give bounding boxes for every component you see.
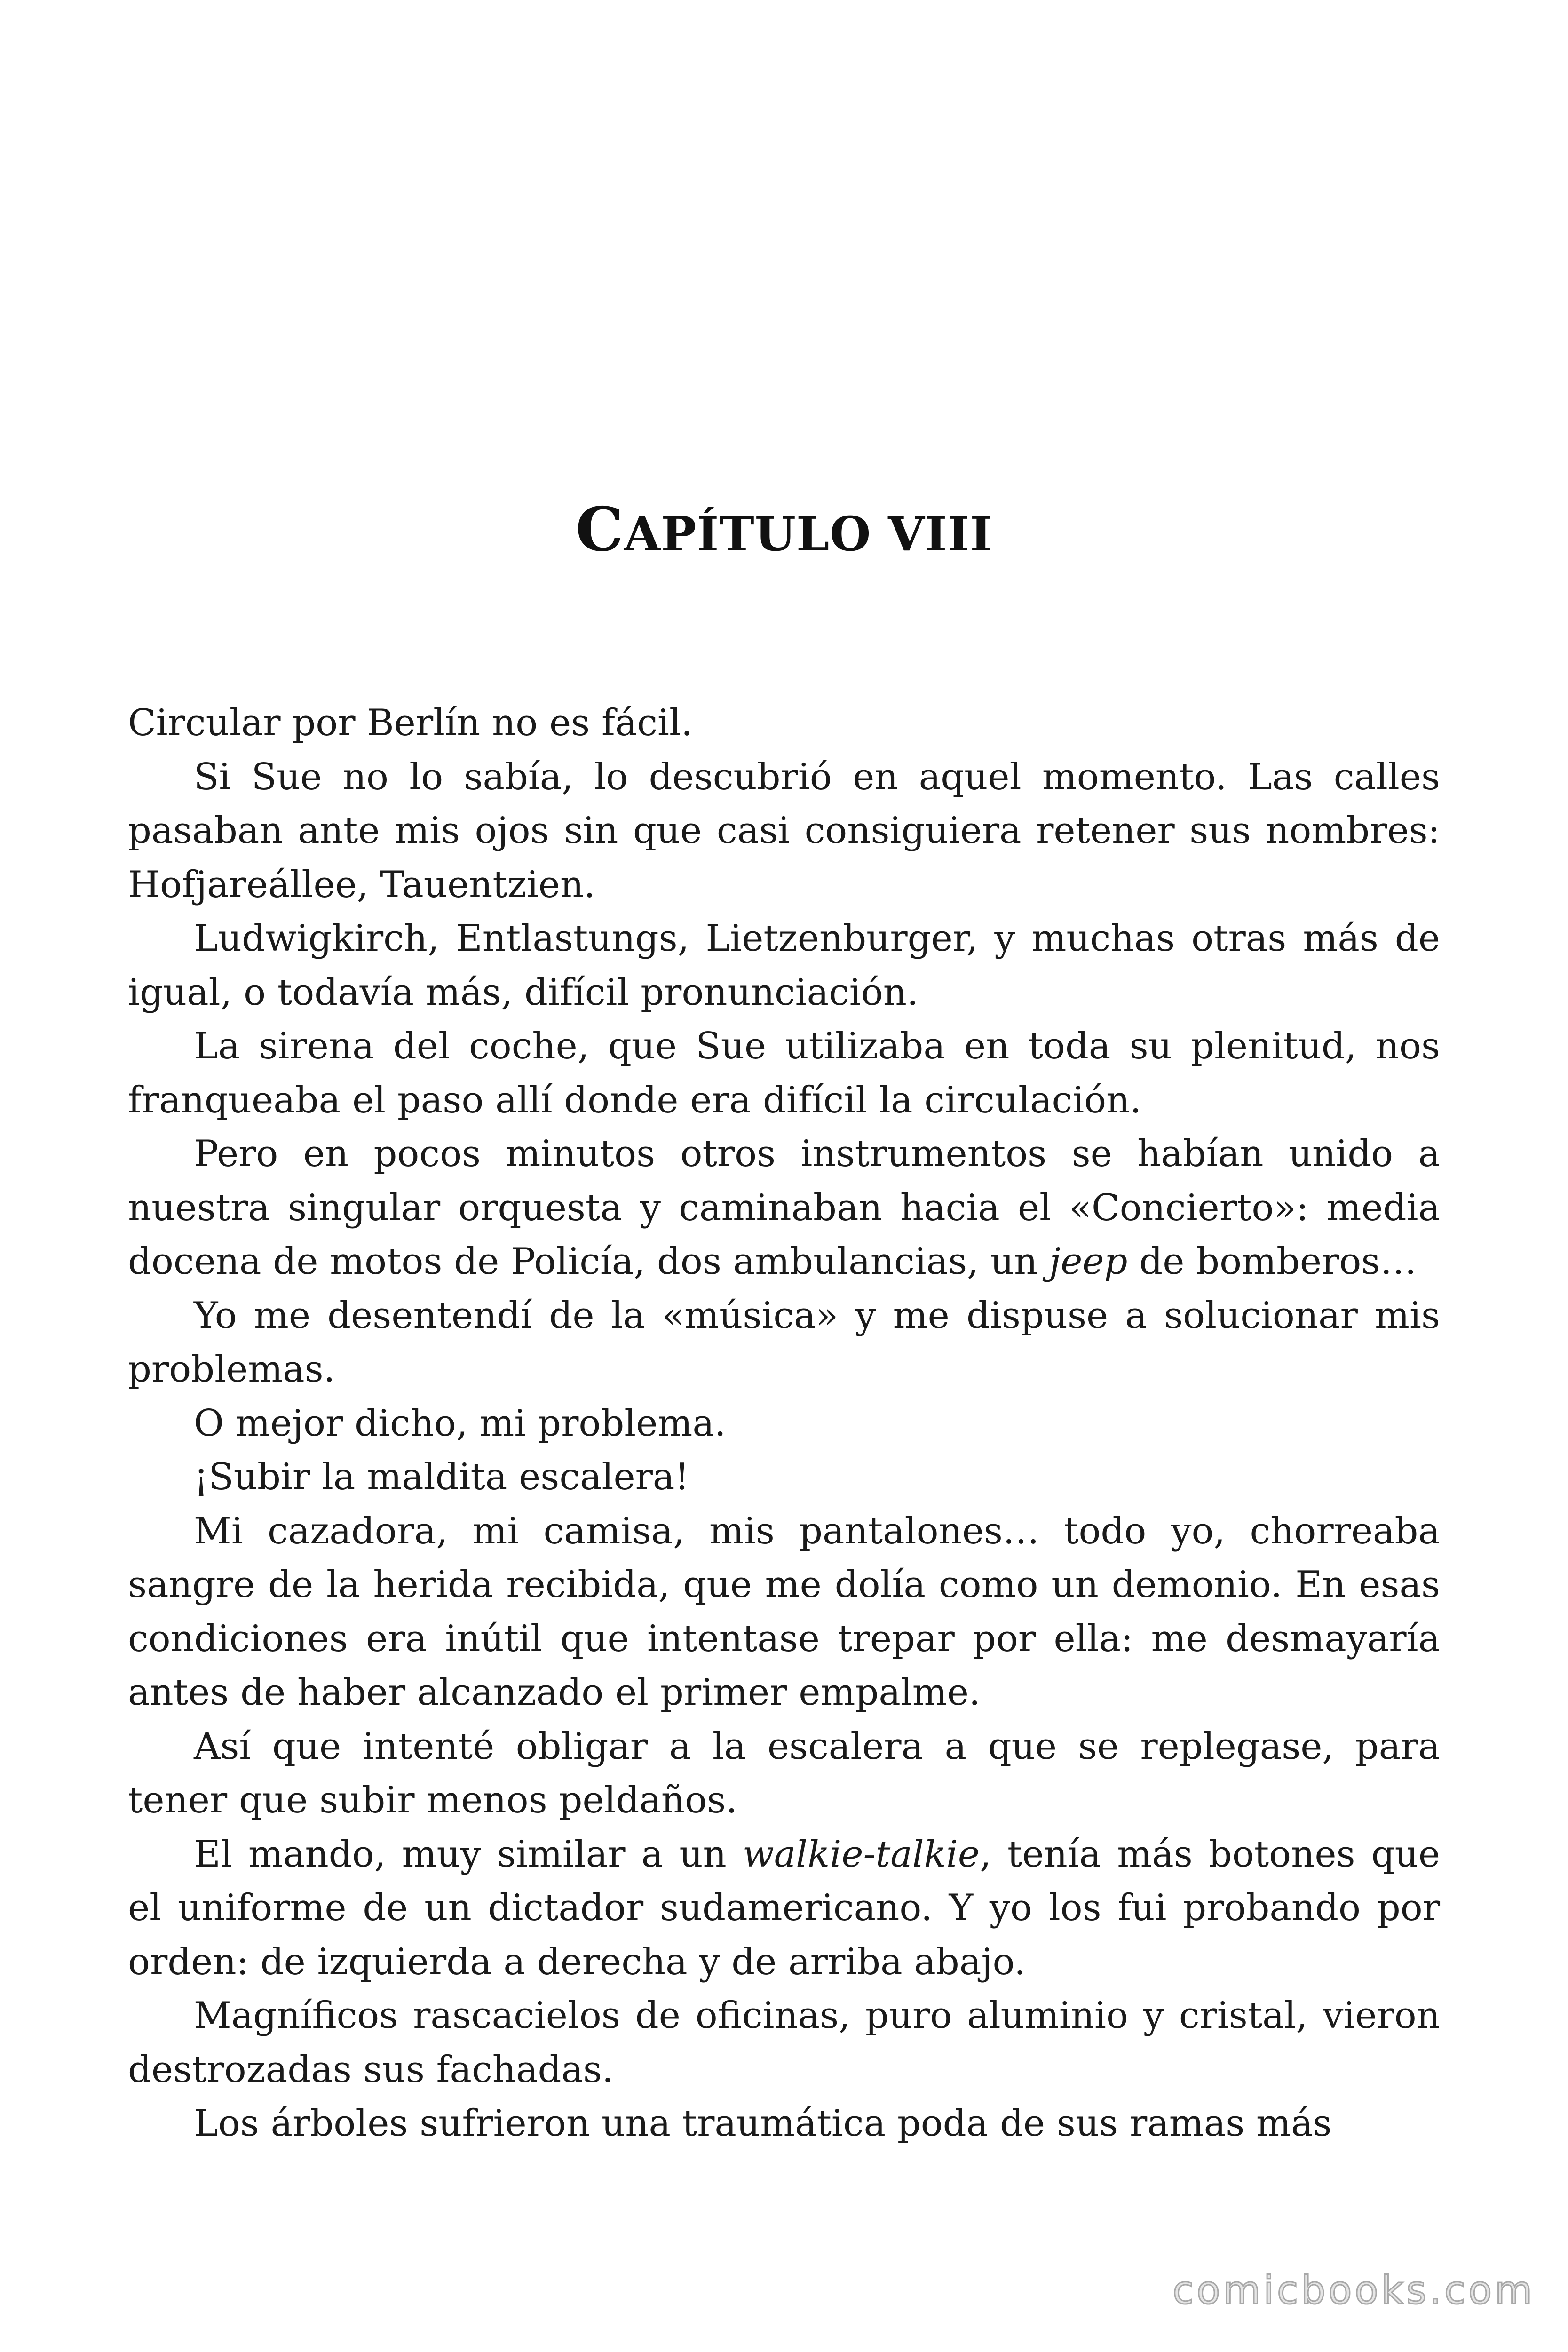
italic-word: jeep: [1049, 1240, 1128, 1283]
paragraph: [128, 1127, 1440, 1289]
paragraph: La sirena del coche, que Sue utilizaba en toda su plenitud, nos franqueaba el paso allí donde era difícil la circulación.: [128, 1025, 1440, 1121]
italic-word: walkie-talkie: [742, 1833, 980, 1875]
watermark: comicbooks.com: [1172, 2268, 1535, 2313]
paragraph: Mi cazadora, mi camisa, mis pantalones… todo yo, chorreaba sangre de la herida recibida, que me dolía como un demonio. En esas condiciones era inútil que intentase trepar por ella: me desmayaría antes de haber alcanzado el primer empalme.: [128, 1510, 1440, 1714]
chapter-body: [128, 696, 1440, 2151]
paragraph-text: El mando, muy similar a un: [194, 1833, 743, 1875]
paragraph: ¡Subir la maldita escalera!: [194, 1456, 689, 1498]
paragraph: Magníficos rascacielos de oficinas, puro aluminio y cristal, vieron destrozadas sus fachadas.: [128, 1994, 1440, 2091]
paragraph: Si Sue no lo sabía, lo descubrió en aquel momento. Las calles pasaban ante mis ojos sin que casi consiguiera retener sus nombres: Hofjareállee, Tauentzien.: [128, 755, 1440, 906]
paragraph: [128, 1828, 1440, 1989]
chapter-title: [0, 492, 1568, 572]
paragraph: Ludwigkirch, Entlastungs, Lietzenburger, y muchas otras más de igual, o todavía más, difícil pronunciación.: [128, 917, 1440, 1014]
paragraph-text: , tenía más botones que el uniforme de un dictador sudamericano. Y yo los fui probando por orden: de izquierda a derecha y de arriba abajo.: [128, 1833, 1441, 1983]
paragraph-text: de bomberos…: [1127, 1240, 1417, 1283]
paragraph: Así que intenté obligar a la escalera a que se replegase, para tener que subir menos peldaños.: [128, 1725, 1440, 1821]
chapter-title-initial: C: [575, 494, 624, 565]
paragraph: Los árboles sufrieron una traumática poda de sus ramas más: [194, 2102, 1332, 2145]
paragraph-text: Pero en pocos minutos otros instrumentos se habían unido a nuestra singular orquesta y caminaban hacia el «Concierto»: media docena de motos de Policía, dos ambulancias, un: [128, 1133, 1440, 1283]
paragraph: Circular por Berlín no es fácil.: [128, 702, 693, 744]
paragraph: O mejor dicho, mi problema.: [194, 1402, 726, 1445]
paragraph: Yo me desentendí de la «música» y me dispuse a solucionar mis problemas.: [128, 1294, 1440, 1391]
chapter-title-rest: APÍTULO VIII: [624, 506, 993, 562]
